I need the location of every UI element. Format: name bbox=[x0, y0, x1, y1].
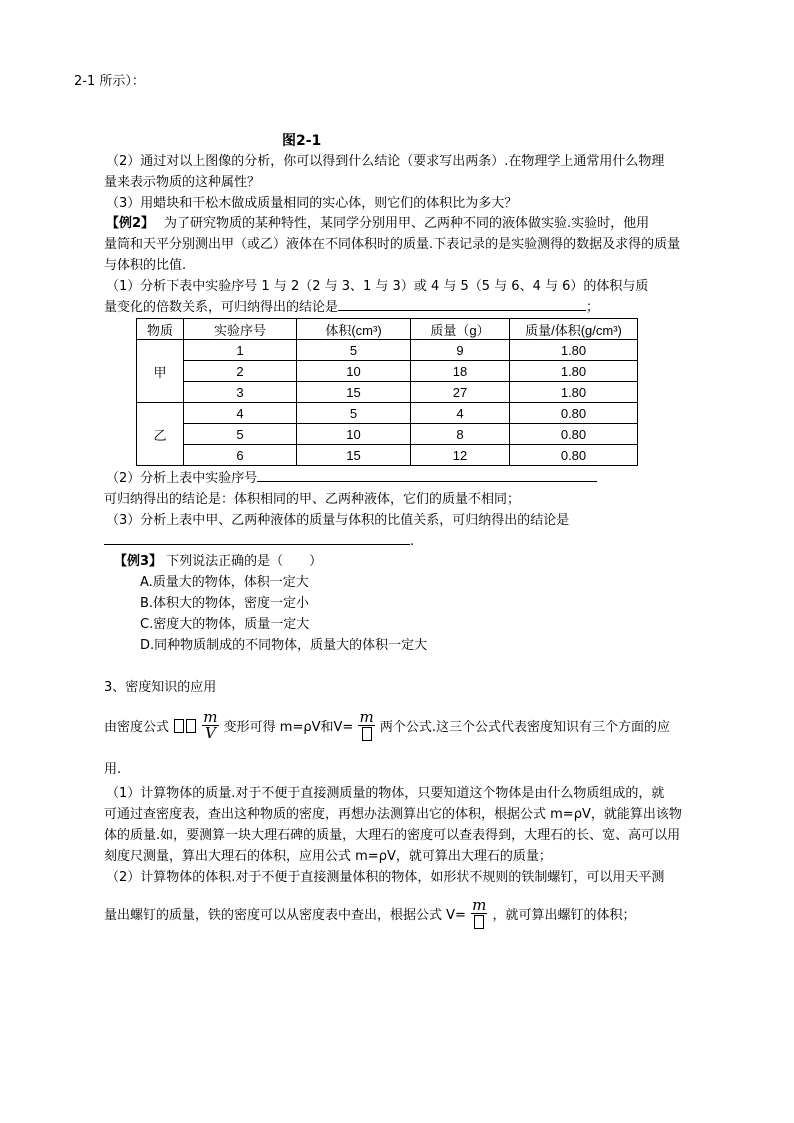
table-row bbox=[137, 424, 638, 445]
table-cell: 27 bbox=[411, 382, 510, 403]
table-cell: 0.80 bbox=[510, 445, 638, 466]
missing-glyph-box bbox=[174, 719, 184, 733]
table-cell: 6 bbox=[184, 445, 297, 466]
substance-cell: 甲 bbox=[137, 340, 184, 403]
table-cell: 2 bbox=[184, 361, 297, 382]
example-2-line-3: 与体积的比值. bbox=[104, 258, 187, 273]
sub-question-2-line-2: 可归纳得出的结论是：体积相同的甲、乙两种液体，它们的质量不相同； bbox=[104, 492, 521, 507]
figure-caption: 图2-1 bbox=[282, 133, 322, 149]
missing-glyph-box bbox=[186, 719, 196, 733]
sub-question-1-line-1: （1）分析下表中实验序号 1 与 2（2 与 3、1 与 3）或 4 与 5（5 与 6、4 与 6）的体积与质 bbox=[106, 279, 649, 294]
application-1-line-3: 体的质量.如，要测算一块大理石碑的质量，大理石的密度可以查表得到，大理石的长、宽、高可以用 bbox=[104, 828, 681, 843]
table-cell: 15 bbox=[297, 382, 411, 403]
table-cell: 1.80 bbox=[510, 340, 638, 361]
missing-glyph-box bbox=[474, 915, 484, 929]
section-3-title: 3、密度知识的应用 bbox=[104, 680, 217, 695]
application-2-line-1: （2）计算物体的体积.对于不便于直接测量体积的物体，如形状不规则的铁制螺钉，可以用天平测 bbox=[106, 870, 665, 885]
application-2-line-2: 量出螺钉的质量，铁的密度可以从密度表中查出，根据公式 V= m ，就可算出螺钉的体积； bbox=[104, 898, 635, 929]
table-cell: 15 bbox=[297, 445, 411, 466]
header-substance: 物质 bbox=[137, 319, 184, 340]
header-mass-per-volume: 质量/体积(g/cm³) bbox=[510, 319, 638, 340]
application-1-line-2: 可通过查密度表，查出这种物质的密度，再想办法测算出它的体积，根据公式 m=ρV，就能算出该物 bbox=[104, 807, 682, 822]
table-cell: 3 bbox=[184, 382, 297, 403]
sub-question-3-line-1: （3）分析上表中甲、乙两种液体的质量与体积的比值关系，可归纳得出的结论是 bbox=[106, 513, 570, 528]
table-cell: 5 bbox=[184, 424, 297, 445]
missing-glyph-box bbox=[362, 727, 372, 741]
table-cell: 5 bbox=[297, 340, 411, 361]
table-cell: 8 bbox=[411, 424, 510, 445]
table-cell: 4 bbox=[411, 403, 510, 424]
header-trial-number: 实验序号 bbox=[184, 319, 297, 340]
table-cell: 18 bbox=[411, 361, 510, 382]
table-row bbox=[137, 403, 638, 424]
question-3: （3）用蜡块和干松木做成质量相同的实心体，则它们的体积比为多大？ bbox=[106, 196, 518, 211]
question-2-line-1: （2）通过对以上图像的分析，你可以得到什么结论（要求写出两条）.在物理学上通常用什么物理 bbox=[106, 154, 665, 169]
option-b: B.体积大的物体，密度一定小 bbox=[140, 596, 310, 611]
example-3-label: 【例3】 bbox=[114, 554, 163, 569]
option-d: D.同种物质制成的不同物体，质量大的体积一定大 bbox=[140, 638, 428, 653]
table-cell: 10 bbox=[297, 361, 411, 382]
header-mass: 质量（g） bbox=[411, 319, 510, 340]
application-1-line-1: （1）计算物体的质量.对于不便于直接测质量的物体，只要知道这个物体是由什么物质组成的，就 bbox=[106, 786, 665, 801]
table-cell: 0.80 bbox=[510, 424, 638, 445]
section-3-line-end: 用. bbox=[104, 762, 122, 777]
application-1-line-4: 刻度尺测量，算出大理石的体积，应用公式 m=ρV，就可算出大理石的质量； bbox=[104, 849, 552, 864]
table-row bbox=[137, 382, 638, 403]
table-cell: 1 bbox=[184, 340, 297, 361]
table-cell: 1.80 bbox=[510, 361, 638, 382]
sub-question-3-line-2: . bbox=[104, 532, 414, 552]
example-2-label: 【例2】 bbox=[106, 216, 155, 231]
table-cell: 10 bbox=[297, 424, 411, 445]
fraction-m-over-box: m bbox=[471, 898, 487, 929]
example-3-question: 【例3】 下列说法正确的是（ ） bbox=[114, 554, 323, 569]
option-c: C.密度大的物体，质量一定大 bbox=[140, 617, 310, 632]
example-2-line-1: 【例2】 为了研究物质的某种特性，某同学分别用甲、乙两种不同的液体做实验.实验时，他用 bbox=[106, 216, 650, 231]
answer-blank bbox=[104, 532, 410, 545]
table-cell: 1.80 bbox=[510, 382, 638, 403]
table-header-row bbox=[137, 319, 638, 340]
header-volume: 体积(cm³) bbox=[297, 319, 411, 340]
substance-cell: 乙 bbox=[137, 403, 184, 466]
table-row bbox=[137, 340, 638, 361]
example-2-line-2: 量筒和天平分别测出甲（或乙）液体在不同体积时的质量.下表记录的是实验测得的数据及求得的质量 bbox=[104, 237, 681, 252]
table-cell: 0.80 bbox=[510, 403, 638, 424]
table-cell: 9 bbox=[411, 340, 510, 361]
sub-question-1-line-2: 量变化的倍数关系，可归纳得出的结论是 ； bbox=[104, 300, 600, 315]
density-formula-line: 由密度公式 $\frac{m}{V}$ 变形可得 m=ρV和V= m 两个公式.这三个公式代表密度知识有三个方面的应 bbox=[104, 708, 670, 742]
fraction-m-over-v: $\frac{m}{V}$ bbox=[203, 708, 218, 742]
fraction-m-over-box: m bbox=[358, 710, 374, 741]
table-row bbox=[137, 445, 638, 466]
answer-blank bbox=[257, 469, 597, 482]
table-cell: 5 bbox=[297, 403, 411, 424]
option-a: A.质量大的物体，体积一定大 bbox=[140, 575, 309, 590]
table-row bbox=[137, 361, 638, 382]
question-2-line-2: 量来表示物质的这种属性？ bbox=[104, 175, 261, 190]
sub-question-2-line-1: （2）分析上表中实验序号 bbox=[106, 469, 597, 489]
table-cell: 12 bbox=[411, 445, 510, 466]
table-cell: 4 bbox=[184, 403, 297, 424]
data-table bbox=[136, 318, 638, 466]
answer-blank bbox=[338, 298, 586, 311]
top-fragment: 2-1 所示）： bbox=[74, 74, 145, 89]
